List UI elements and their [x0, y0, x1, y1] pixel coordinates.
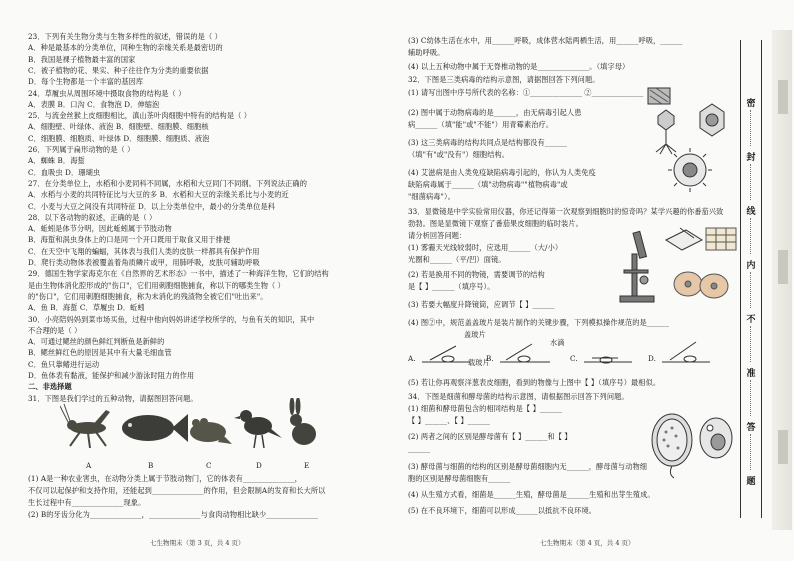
- question-line-q28a: A．蚯蚓是体节分明，因此蚯蚓属于节肢动物: [28, 224, 172, 234]
- question-line-q23b: B．我国是裸子植物最丰富的国家: [28, 54, 136, 64]
- binding-margin-char: 线: [746, 207, 756, 217]
- binding-margin-dots: [750, 164, 752, 200]
- binding-margin-dots: [750, 218, 752, 254]
- frog-image: [190, 418, 232, 444]
- question-line-q34-2: (2) 两者之间的区别是酵母菌有【 】______和【 】: [408, 432, 572, 441]
- question-line-q26: 26．下列属于扁形动物的是（ ）: [28, 145, 135, 154]
- question-line-q31-3b: 辅助呼吸。: [408, 48, 445, 57]
- animal-label-a: A: [86, 461, 92, 470]
- question-line-q31-2: (2) B的牙齿分化为______________，______________与食肉动物相比缺少______________: [28, 510, 318, 519]
- question-line-q27a: A．水稻与小麦的共同特征比与大豆的多 B．水稻和大豆的亲缘关系比与小麦的近: [28, 190, 289, 200]
- question-line-q33-3: (3) 若要大幅度升降镜筒，应调节【 】______: [408, 300, 555, 309]
- binding-margin-dots: [750, 110, 752, 146]
- question-line-q23d: D．每个生物都是一个丰富的基因库: [28, 77, 144, 87]
- binding-margin-dots: [750, 272, 752, 308]
- onion-cells-image: [706, 228, 736, 250]
- left-footer: 七生物期末（第 3 页，共 4 页）: [150, 539, 245, 547]
- binding-margin-char: 题: [746, 477, 756, 487]
- question-line-q32-4b: 缺陷病毒属于______（填"动物病毒""植物病毒"或: [408, 180, 568, 189]
- question-line-q27: 27．在分类单位上，水稻和小麦同科不同属，水稻和大豆同门不同纲。下列说法正确的: [28, 178, 307, 188]
- question-line-q34-3b: 胞的区别是酵母菌细胞有______: [408, 474, 511, 483]
- question-line-q23c: C．被子植物的花、果实、种子往往作为分类的重要依据: [28, 65, 209, 75]
- edge-mark: [778, 250, 788, 284]
- bird-image: [234, 410, 282, 448]
- binding-margin-dots: [750, 434, 752, 470]
- question-line-sec2: 二、非选择题: [28, 382, 72, 392]
- question-line-q28: 28．以下各动物的叙述，正确的是（ ）: [28, 212, 157, 222]
- bacterium-image: [652, 414, 692, 478]
- question-line-q34-5: (5) 在不良环境下，细菌可以形成______以抵抗不良环境。: [408, 506, 597, 515]
- grasshopper-image: [60, 404, 110, 448]
- question-line-q31-1c: 生长过程中有______________现象。: [28, 498, 146, 507]
- slide-label-cover: 盖玻片: [464, 330, 486, 339]
- binding-margin-dots: [750, 326, 752, 362]
- question-line-q33: 33．显微镜是中学实验常用仪器，你还记得第一次观察到细胞时的惊奇吗？某学兴趣的你番茄兴致: [408, 207, 724, 216]
- hiv-virus-image: [668, 148, 712, 192]
- question-line-q34: 34．下图是细菌和酵母菌的结构示意图，请根据图示回答下列问题。: [408, 392, 629, 401]
- question-line-q34-1b: 【 】______、【 】______: [408, 416, 490, 425]
- slide-label-c: C.: [570, 354, 578, 363]
- question-line-q26c: C．血吸虫 D．珊瑚虫: [28, 167, 101, 177]
- question-line-q29o: A．鱼 B．海蜇 C．草履虫 D．蚯蚓: [28, 303, 145, 313]
- virus-figure: [640, 82, 738, 192]
- animal-label-e: E: [304, 461, 310, 470]
- edge-mark: [778, 430, 788, 464]
- question-line-q25a: A．细胞壁、叶绿体、液泡 B．细胞壁、细胞膜、细胞核: [28, 122, 209, 132]
- question-line-q29b: 是由生物体消化腔形成的"伤口"，它们用刺胞细胞捕食，称以下的哪类生物（ ）: [28, 280, 285, 290]
- binding-margin-char: 密: [746, 99, 756, 109]
- tomato-cells-image: [674, 272, 728, 298]
- slide-label-d: D.: [648, 354, 656, 363]
- question-line-q23: 23．下列有关生物分类与生物多样性的叙述，错误的是（ ）: [28, 32, 222, 41]
- slide-label-water: 水滴: [550, 338, 565, 347]
- binding-margin-char: 内: [746, 261, 756, 271]
- microscope-figure: [610, 224, 738, 314]
- question-line-q27c: C．小麦与大豆之间没有共同特征 D．以上分类单位中，最小的分类单位是科: [28, 201, 276, 211]
- question-line-q32-4c: "细菌病毒"）。: [408, 192, 455, 201]
- left-exam-page: [0, 0, 395, 561]
- question-line-q26a: A．蜘蛛 B．海蜇: [28, 156, 85, 166]
- question-line-q33-5: (5) 若让你再观察洋葱表皮细胞，看到的物像与上图中【 】（填序号）最相似。: [408, 378, 661, 387]
- binding-margin-char: 不: [746, 315, 756, 325]
- fish-image: [122, 414, 188, 442]
- question-line-q32-1: (1) 请写出图中序号所代表的名称：①______________ ②______________: [408, 88, 644, 97]
- question-line-q29c: 的"伤口"，它们用刺胞细胞捕食，称为未消化的残渣物全被它们"吐出来"。: [28, 291, 268, 301]
- slide-preparation-image: [666, 228, 702, 250]
- binding-margin-char: 封: [746, 153, 756, 163]
- binding-margin-char: 准: [746, 369, 756, 379]
- binding-margin-dots: [750, 380, 752, 416]
- question-line-q32-3: (3) 这三类病毒的结构共同点是结构都没有______: [408, 138, 567, 147]
- microscope-image: [620, 231, 654, 302]
- question-line-q32: 32．下图是三类病毒的结构示意图，请据图回答下列问题。: [408, 75, 600, 84]
- question-line-q33-1: (1) 雾霾天光线较弱时，应选用______（大/小）: [408, 243, 563, 252]
- question-line-q32-2: (2) 图中属于动物病毒的是______，由无病毒引起人患: [408, 108, 582, 117]
- question-line-q31-4: (4) 以上五种动物中属于无脊椎动物的是______________。（填字母）: [408, 62, 630, 71]
- question-line-q32-2b: 病______（填"能"或"不能"）用青霉素治疗。: [408, 120, 554, 129]
- slide-label-slide: 载玻片: [468, 358, 490, 367]
- slide-label-b: B.: [486, 354, 494, 363]
- question-line-q33-4: (4) 图②中，规范盖盖玻片是装片制作的关键步骤，下列模拟操作规范的是______: [408, 318, 669, 327]
- question-line-q31-1: (1) A是一种农业害虫，在动物分类上属于节肢动物门，它的体表有______________，: [28, 474, 302, 483]
- adenovirus-image: [700, 104, 724, 136]
- animal-label-b: B: [148, 461, 154, 470]
- question-line-q30bb: B．鳃丝鲜红色的原因是其中有大量毛细血管: [28, 348, 172, 358]
- question-line-q24o: A．表膜 B．口沟 C．食物泡 D．伸缩泡: [28, 99, 160, 109]
- question-line-q31: 31．下图是我们学过的五种动物，请据图回答问题。: [28, 393, 198, 403]
- question-line-q29: 29．德国生物学家海克尔在《自然界的艺术形态》一书中，描述了一种海洋生物，它们的结构: [28, 269, 329, 279]
- question-line-q33-2b: 是【 】______（填序号）。: [408, 282, 495, 291]
- question-line-q33-1b: 光圈和______（平/凹）面镜。: [408, 255, 506, 264]
- question-line-q33b: 勃勃。图是显微镜下观察了番茄果皮细胞的临时装片。: [408, 219, 583, 228]
- question-line-q23a: A．种是最基本的分类单位，同种生物的亲缘关系是最密切的: [28, 43, 223, 53]
- question-line-q33-2: (2) 若是换用不同的物镜，需要调节的结构: [408, 270, 545, 279]
- rabbit-image: [290, 398, 317, 445]
- question-line-q32-3b: （填"有"或"没有"）细胞结构。: [408, 150, 510, 159]
- question-line-q30b: 不合理的是（ ）: [28, 325, 82, 335]
- question-line-q34-1: (1) 细菌和酵母菌包含的相同结构是【 】______: [408, 404, 563, 413]
- question-line-q24: 24．草履虫从周围环境中摄取食物的结构是（ ）: [28, 88, 186, 98]
- question-line-q31-1b: 不仅可以起保护和支持作用，还能起到______________的作用，但会限制A的发育和长大所以: [28, 486, 326, 495]
- coverslip-options-figure: [400, 332, 730, 372]
- yeast-image: [700, 418, 732, 458]
- question-line-q30a: A．可通过鳃丝的颜色鲜红判断鱼是新鲜的: [28, 337, 165, 347]
- question-line-q30d: D．鱼体表有黏液，能保护和减少游泳时阻力的作用: [28, 371, 195, 380]
- animal-label-c: C: [206, 461, 212, 470]
- question-line-q30: 30．小亮陪妈妈到菜市场买鱼，过程中他向妈妈讲述学校所学的，与鱼有关的知识，其中: [28, 314, 315, 324]
- tobacco-mosaic-virus-image: [648, 88, 670, 104]
- question-line-q34-2b: ______: [408, 444, 431, 453]
- animal-label-d: D: [256, 461, 262, 470]
- binding-margin-char: 答: [746, 423, 756, 433]
- question-line-q25c: C．细胞膜、细胞质、叶绿体 D．细胞膜、细胞质、液泡: [28, 133, 210, 143]
- slide-label-a: A.: [408, 354, 416, 363]
- bacteriophage-image: [656, 110, 676, 154]
- question-line-q28c: C．在天空中飞翔的蝙蝠，其体表与我们人类的皮肤一样都具有保护作用: [28, 246, 260, 256]
- right-exam-page: [400, 0, 738, 561]
- right-footer: 七生物期末（第 4 页，共 4 页）: [540, 539, 635, 547]
- question-line-q30c: C．鱼只靠鳍进行运动: [28, 359, 100, 369]
- question-line-q32-4: (4) 艾滋病是由人类免疫缺陷病毒引起的，你认为人类免疫: [408, 168, 596, 177]
- question-line-q33c: 请分析回答问题：: [408, 231, 467, 240]
- edge-mark: [778, 80, 788, 114]
- bacteria-yeast-figure: [648, 400, 738, 480]
- question-line-q34-3: (3) 酵母菌与细菌的结构的区别是酵母菌细胞内无______，酵母菌与动物细: [408, 462, 648, 471]
- question-line-q31-3: (3) C幼体生活在水中，用______呼吸，成体营水陆两栖生活，用______呼吸，______: [408, 36, 683, 45]
- question-line-q28d: D．爬行类动物体表被覆盖着角质鳞片或甲，用肺呼吸，皮肤可辅助呼吸: [28, 258, 260, 267]
- animals-figure: [60, 398, 320, 460]
- question-line-q25: 25．与流金丝猴上皮细胞相比，滇山茶叶肉细胞中特有的结构是（ ）: [28, 111, 252, 121]
- question-line-q28b: B．海蜇和涡虫身体上的口是同一个开口既用于取食又用于排便: [28, 235, 231, 245]
- question-line-q34-4: (4) 从生殖方式看，细菌是______生殖，酵母菌是______生殖和出芽生殖成。: [408, 490, 655, 499]
